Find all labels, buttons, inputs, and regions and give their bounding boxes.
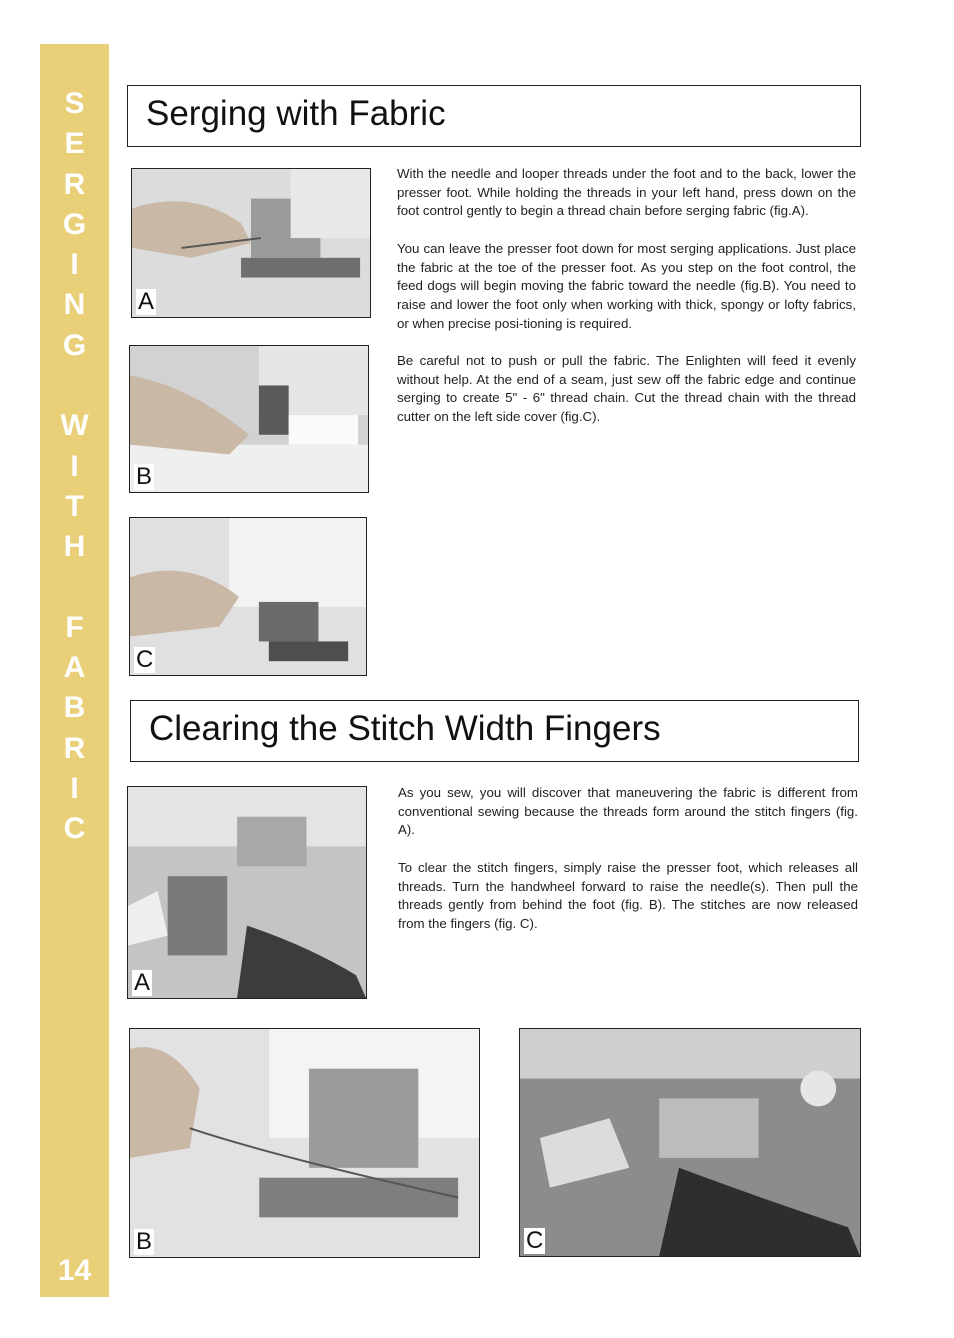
serger-photo-placeholder [130,518,366,675]
sidebar-letter: W [60,409,89,443]
sidebar-title [40,84,109,850]
paragraph: You can leave the presser foot down for most serging applications. Just place the fabric at the toe of the presser foot. As you step on the foot control, the feed dogs will begin moving the fabric toward the needle (fig.B). You need to raise and lower the foot only when working with thick, spongy or lofty fabrics, or when precise posi-tioning is required. [397,240,856,331]
sidebar-letter [40,366,109,406]
sidebar [40,44,109,1297]
figure-photo [129,345,369,493]
sidebar-letter [40,568,109,608]
figure-label: C [136,646,154,673]
figure-photo [129,1028,480,1258]
figure-label: B [136,463,153,490]
sidebar-letter: C [63,812,86,846]
figure-label: A [138,288,155,315]
figure-label: B [136,1228,153,1255]
figure-photo [519,1028,861,1257]
figure-photo [131,168,371,318]
sidebar-letter: N [63,288,86,322]
paragraph: To clear the stitch fingers, simply raise the presser foot, which releases all threads. Turn the handwheel forward to raise the needle(s). Then pull the threads gently from behind the foot (fig. B). The stitches are now released from the fingers (fig. C). [398,859,858,931]
paragraph: With the needle and looper threads under the foot and to the back, lower the presser foot. While holding the threads in your left hand, press down on the foot control gently to begin a thread chain before serging fabric (fig.A). [397,166,856,219]
serger-photo-placeholder [128,787,366,998]
sidebar-letter: G [62,328,87,362]
sidebar-letter: H [63,530,86,564]
sidebar-letter: B [63,691,86,725]
sidebar-letter: I [70,248,79,282]
sidebar-letter: T [65,489,84,523]
section-title: Serging with Fabric [146,94,446,133]
sidebar-letter: R [63,167,86,201]
section-title-box [130,700,859,762]
figure-photo [129,517,367,676]
section-text [397,165,856,446]
section-title: Clearing the Stitch Width Fingers [149,709,661,748]
sidebar-letter: S [64,87,85,120]
paragraph: As you sew, you will discover that maneuvering the fabric is different from conventional sewing because the threads form around the stitch fingers (fig. A). [398,785,858,838]
figure-photo [127,786,367,999]
figure-label: C [526,1227,544,1254]
section-title-box [127,85,861,147]
paragraph: Be careful not to push or pull the fabric. The Enlighten will feed it evenly without help. At the end of a seam, just sew off the fabric edge and continue serging to create 5" - 6" thread chain. Cut the thread chain with the thread cutter on the left side cover (fig.C). [397,353,856,425]
sidebar-letter: G [62,207,87,241]
figure-label: A [134,969,151,996]
sidebar-letter: E [64,127,85,161]
serger-photo-placeholder [130,1029,479,1257]
sidebar-letter: I [70,772,79,806]
section-text [398,784,858,952]
serger-photo-placeholder [132,169,370,317]
serger-photo-placeholder [520,1029,860,1256]
sidebar-letter: R [63,731,86,765]
page-number: 14 [57,1254,92,1287]
sidebar-letter: F [65,610,84,644]
serger-photo-placeholder [130,346,368,492]
sidebar-letter: A [63,651,86,685]
sidebar-letter: I [70,449,79,483]
